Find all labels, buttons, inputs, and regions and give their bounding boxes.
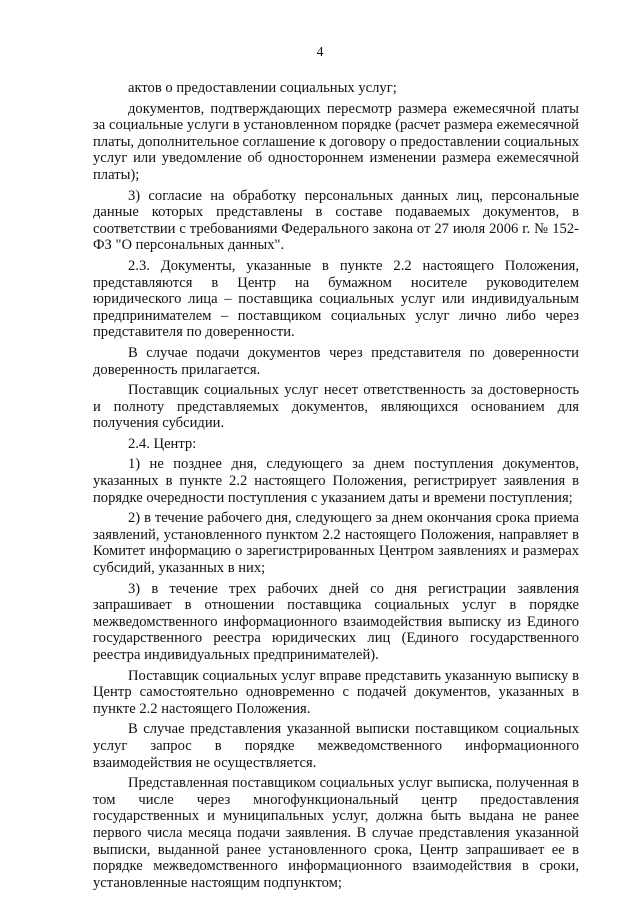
paragraph-2-4-item-2: 2) в течение рабочего дня, следующего за днем окончания срока приема заявлений, установленного пунктом 2.2 настоящего Положения, направляет в Комитет информацию о зарегистрированных Центром заявлениях и размерах субсидий, указанных в них; [93, 510, 579, 577]
paragraph-no-request: В случае представления указанной выписки поставщиком социальных услуг запрос в порядке межведомственного информационного взаимодействия не осуществляется. [93, 721, 579, 771]
paragraph-consent: 3) согласие на обработку персональных данных лиц, персональные данные которых представлены в составе подаваемых документов, в соответствии с требованиями Федерального закона от 27 июля 2006 г. № 152-ФЗ "О персональных данных". [93, 187, 579, 254]
paragraph-2-3: 2.3. Документы, указанные в пункте 2.2 настоящего Положения, представляются в Центр на бумажном носителе руководителем юридического лица – поставщика социальных услуг или индивидуальным предпринимателем – поставщиком социальных услуг лично либо через представителя по доверенности. [93, 257, 579, 341]
paragraph-acts: актов о предоставлении социальных услуг; [128, 80, 397, 96]
paragraph-responsibility: Поставщик социальных услуг несет ответственность за достоверность и полноту представляемых документов, являющихся основанием для получения субсидии. [93, 382, 579, 432]
paragraph-payment-documents: документов, подтверждающих пересмотр размера ежемесячной платы за социальные услуги в установленном порядке (расчет размера ежемесячной платы, дополнительное соглашение к договору о предоставлении социальных услуг или уведомление об одностороннем изменении размера ежемесячной платы); [93, 100, 579, 183]
paragraph-2-4-item-1: 1) не позднее дня, следующего за днем поступления документов, указанных в пункте 2.2 настоящего Положения, регистрирует заявления в порядке очередности поступления с указанием даты и времени поступления; [93, 456, 579, 506]
paragraph-2-4-heading: 2.4. Центр: [128, 435, 197, 452]
paragraph-2-4-item-3: 3) в течение трех рабочих дней со дня регистрации заявления запрашивает в отношении поставщика социальных услуг в порядке межведомственного информационного взаимодействия выписку из Единого государственного реестра юридических лиц (Единого государственного реестра индивидуальных предпринимателей). [93, 580, 579, 663]
paragraph-extract-right: Поставщик социальных услуг вправе представить указанную выписку в Центр самостоятельно одновременно с подачей документов, указанных в пункте 2.2 настоящего Положения. [93, 667, 579, 717]
paragraph-power-of-attorney: В случае подачи документов через представителя по доверенности доверенность прилагается. [93, 344, 579, 378]
document-body [93, 80, 579, 895]
page-number: 4 [316, 45, 324, 60]
paragraph-extract-validity: Представленная поставщиком социальных услуг выписка, полученная в том числе через многофункциональный центр предоставления государственных и муниципальных услуг, должна быть выдана не ранее первого числа месяца подачи заявления. В случае представления указанной выписки, выданной ранее установленного срока, Центр запрашивает ее в порядке межведомственного информационного взаимодействия в сроки, установленные настоящим подпунктом; [93, 775, 579, 891]
